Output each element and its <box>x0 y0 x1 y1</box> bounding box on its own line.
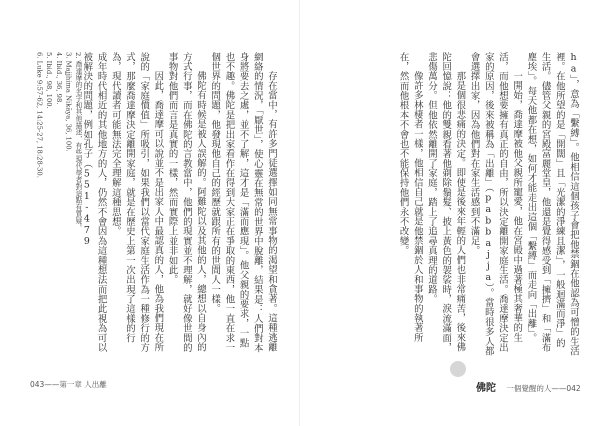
paragraph: 因此，喬達摩可以說並不是出家人中最認真的人，他為我們現在所說的「家庭價值」所吸引，如果我們以當代家庭生活作為一種修行的方式，那麼喬達摩決定離開家庭，就是在歷史上第一次出現了這樣的行為，現代讀者可能無法完全理解這種思想。 <box>109 52 164 353</box>
paragraph: ha」，意為「繫縛」。他相信這個孩子會把他禁錮在他認為可憎的生活裡。在他所望的是「開闊」且「光潔的淨練且潔」，一般迴滿而淨」的生活。儘管父親的宮殿富麗堂皇，他還是覺得感受到「擁擠」和「滿布塵埃」。每天他都在想，如何才能走出這個「繫縛」而走向「出離」。 <box>525 52 579 356</box>
paragraph: 一開始，喬達摩被他父親所寵愛，他在宮殿中過著極其奢華的生活，而他想要擁有真正的自由，所以決定離開家庭生活。喬達摩決定出家的原因，後來被稱為「出離」（pabbajja）。當時很多人都會選擇出家，因為他們對在家生活感到不滿足。 <box>468 52 523 356</box>
footnotes <box>35 52 82 357</box>
paragraph: 像許多林棲者一樣，他相信自己就是他禁錮於人和事物的執著所在，然而他根本不會也不能保持他們永不改變。 <box>397 52 423 343</box>
right-folio-text: 一個覺醒的人——042 <box>506 384 581 393</box>
left-page-body <box>81 52 278 357</box>
decorative-circle-icon <box>450 361 466 377</box>
right-page-body <box>322 52 580 357</box>
footnote: 6. Luke 9:57-62, 14:25-27, 18:28-30. <box>35 52 44 178</box>
footnote: 4. Ibid., 36, 98. <box>54 52 63 105</box>
footnote: 3. Majjhima Nikāya, 36, 100. <box>64 52 73 152</box>
right-page <box>300 0 600 426</box>
paragraph: 那是個很悲痛的決定。即使是後來年輕的人們也非常痛苦，後來佛陀回憶說：他的雙親看著他剃除鬚髮、披上黃色的袈裟時，淚流滿面，悲傷萬分。但他依然離開了家庭，踏上了追尋真理的道路。 <box>425 52 466 353</box>
left-folio: 043——第一章 人出離 <box>30 380 107 389</box>
footnote: 2. 喬達摩的名字和其他描述，有些現代學者對這點有質疑。 <box>74 52 82 231</box>
footnote: 5. Ibid., 98, 100. <box>45 52 54 109</box>
right-folio <box>476 379 581 394</box>
paragraph: 佛陀有時候是被人誤解的。阿難陀以及其他的人，總想以自身內的方式行事，而在佛陀的言教當中，他們的現實並不理解，就好像世間的事物對他們而言是真實的一樣，然而實際上並非如此。 <box>166 52 206 353</box>
running-head-book-title: 佛陀 <box>476 383 496 394</box>
paragraph: 存在當中，有許多門徒選擇如同無常事物的渴望和貪著。這種逃離網絡的情況，「厭世」，使心靈在無常的世界中脫離，結果是：人們對本身將要去之處，並不了解，這才是「滿而應現」。他父親的要求，一點也不趣。佛陀是把出家看作在得到大家正在爭取的東西，他一直在求一個世界的問題，他發現他自己的經歷就跟所有的世間人一樣。 <box>209 52 277 353</box>
paragraph: 成年時代相近的其他地方的人，仍然不會因為這種想法而把此視為可以被解決的問題，例如孔子（551-479 <box>81 52 107 353</box>
